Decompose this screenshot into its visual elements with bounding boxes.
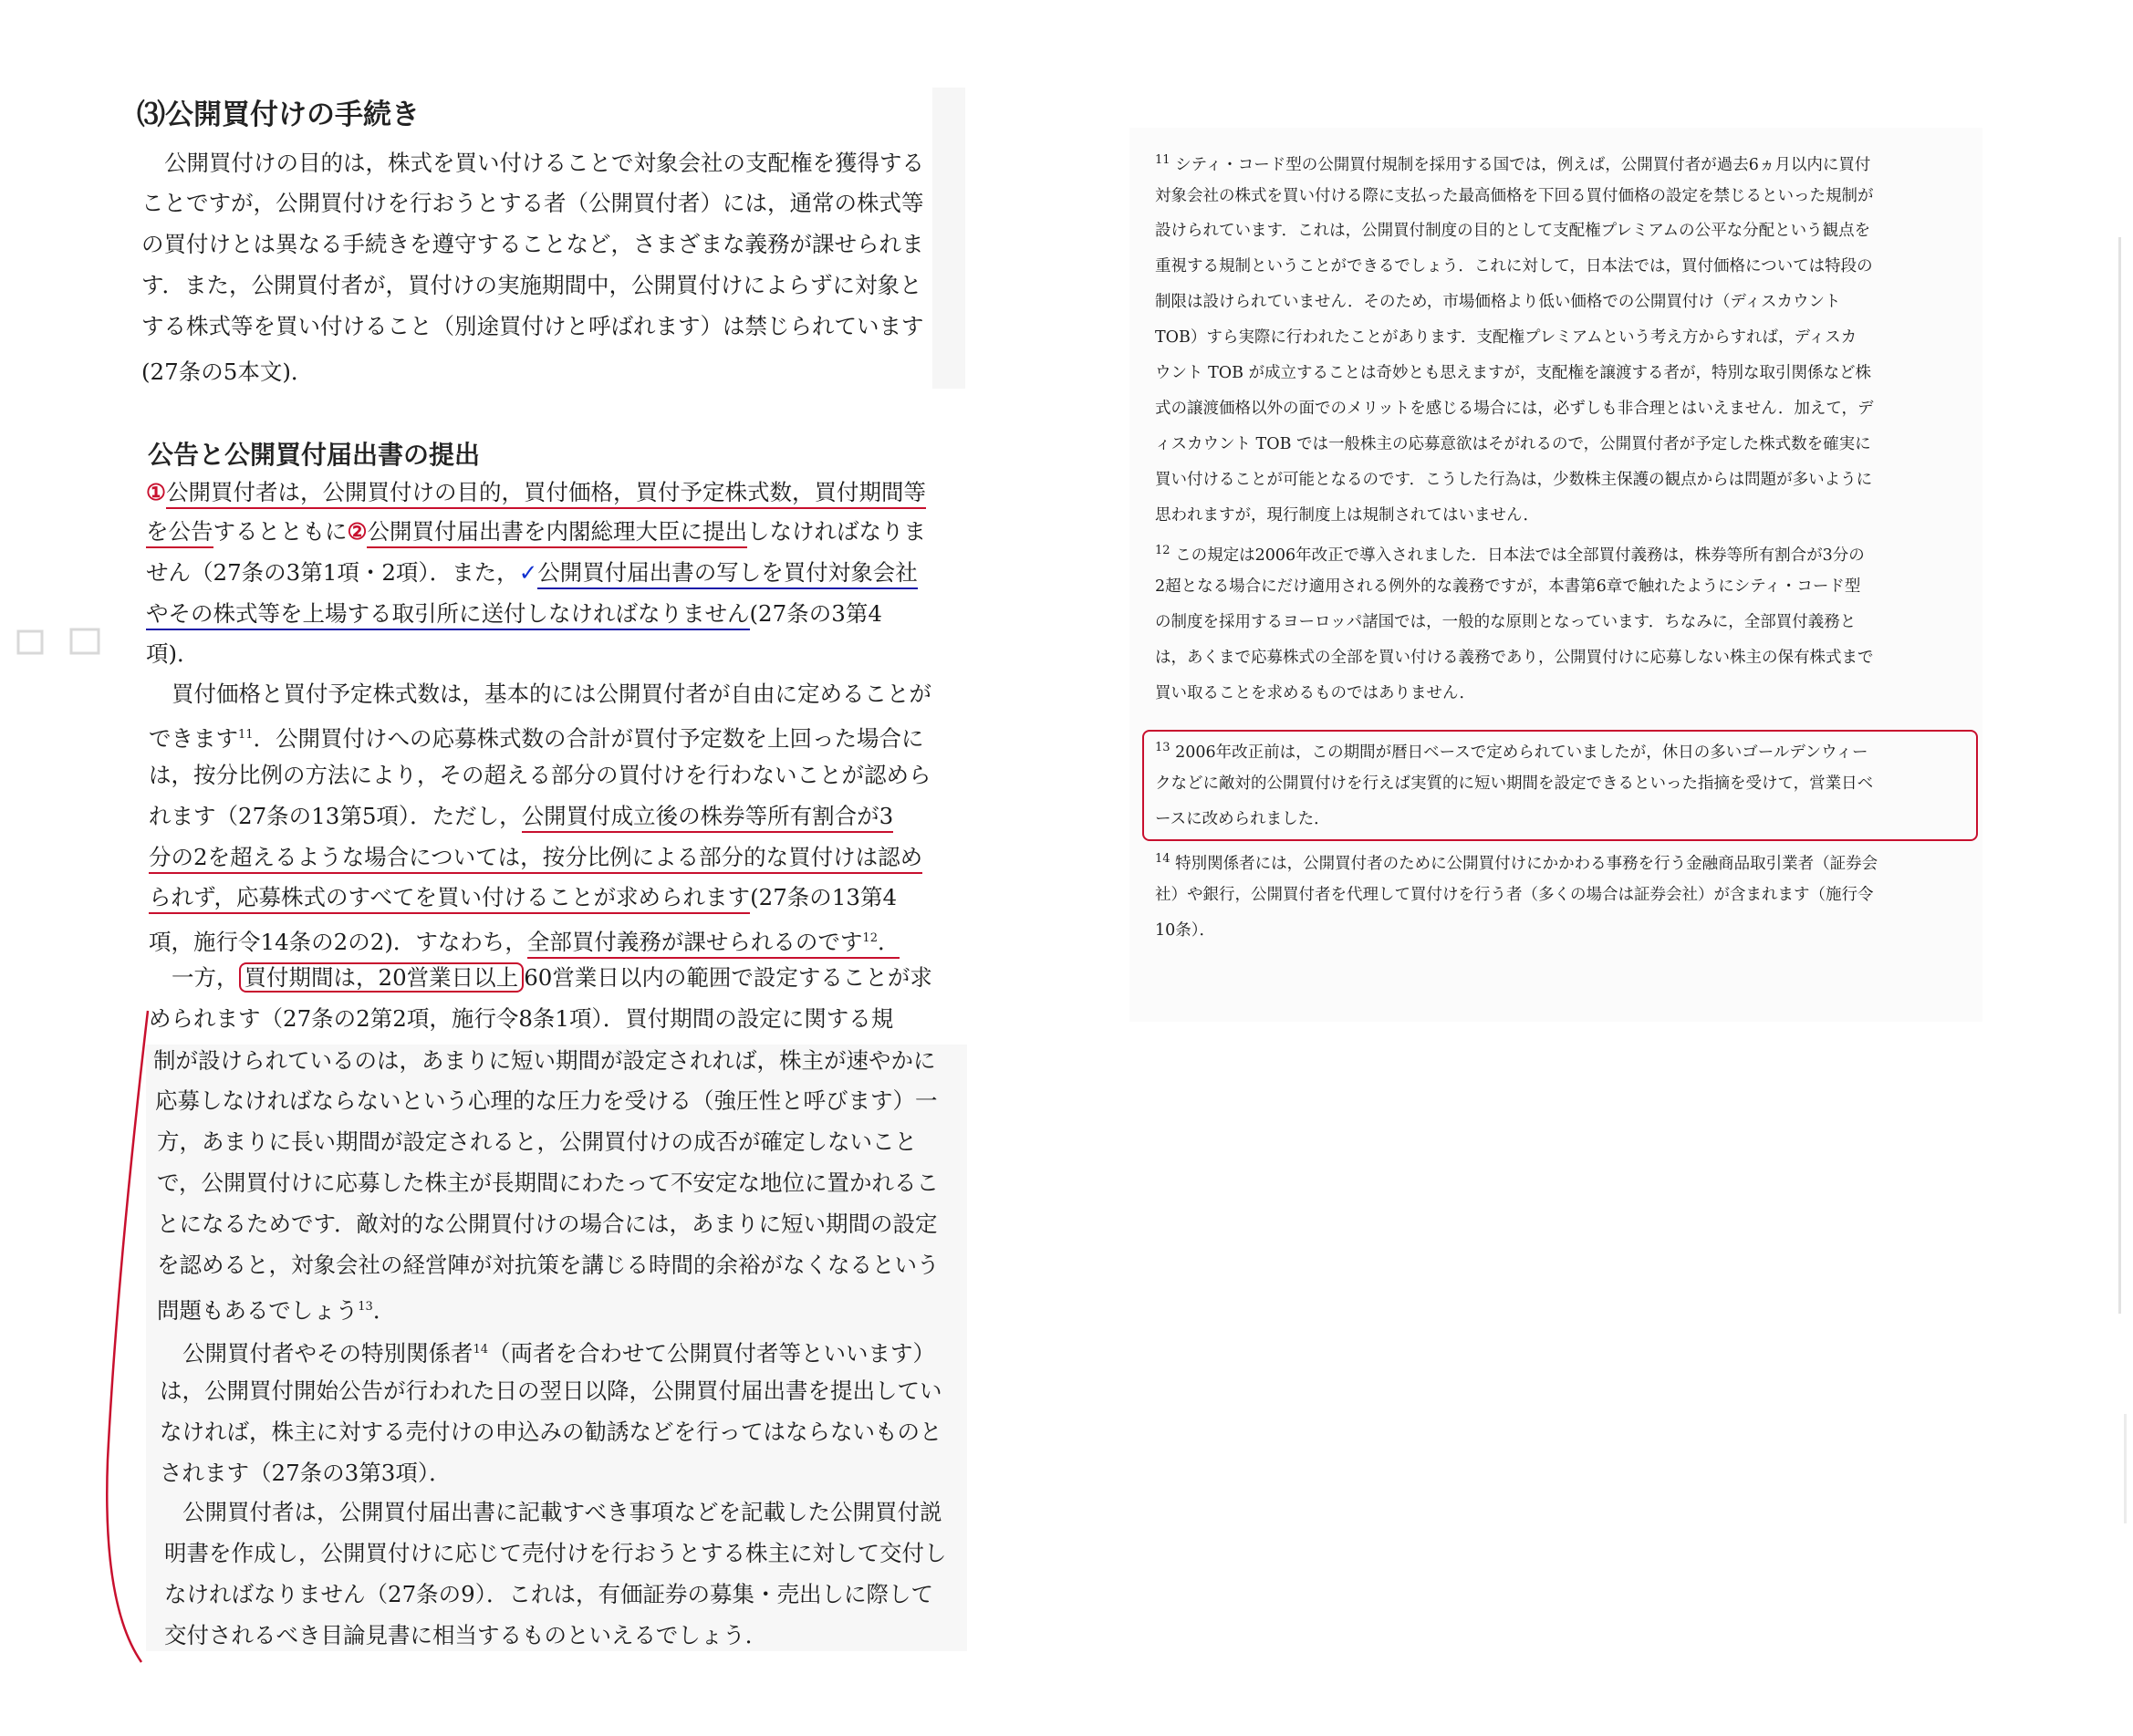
- checkmark-icon: ✓: [518, 559, 538, 586]
- footnote-number: 12: [1155, 544, 1171, 557]
- footnote-line: ウント TOB が成立することは奇妙とも思えますが，支配権を譲渡する者が，特別な取引関係など株: [1155, 364, 1872, 382]
- text-line: 項，施行令14条の2の2)．すなわち，全部買付義務が課せられるのです$^{12}$．: [149, 925, 900, 956]
- text-line: なければなりません（27条の9）．これは，有価証券の募集・売出しに際して: [164, 1581, 934, 1607]
- footnote-line: $^{14}$ 特別関係者には，公開買付者のために公開買付けにかかわる事務を行う金融商品取引業者（証券会: [1155, 852, 1878, 873]
- footnote-line: 式の譲渡価格以外の面でのメリットを感じる場合には，必ずしも非合理とはいえません．加えて，デ: [1155, 400, 1874, 418]
- text-line: 応募しなければならないという心理的な圧力を受ける（強圧性と呼びます）一: [155, 1087, 938, 1114]
- text-line: られず，応募株式のすべてを買い付けることが求められます(27条の13第4: [149, 884, 897, 911]
- footnote-line: 2超となる場合にだけ適用される例外的な義務ですが，本書第6章で触れたようにシティ・コード型: [1155, 577, 1861, 596]
- footnote-line: TOB）すら実際に行われたことがあります．支配権プレミアムという考え方からすれば，ディスカ: [1155, 328, 1857, 347]
- left-page: [0, 0, 994, 1736]
- red-underlined-text: られず，応募株式のすべてを買い付けることが求められます: [149, 884, 750, 914]
- footnote-line: ースに改められました．: [1155, 810, 1330, 828]
- footnote-line: クなどに敵対的公開買付けを行えば実質的に短い期間を設定できるといった指摘を受けて，営業日ベ: [1155, 774, 1874, 793]
- text-line: 公開買付けの目的は，株式を買い付けることで対象会社の支配権を獲得する: [164, 150, 924, 176]
- blue-underlined-text: やその株式等を上場する取引所に送付しなければなりません: [146, 600, 750, 630]
- red-underlined-text: 公開買付成立後の株券等所有割合が3: [522, 803, 894, 833]
- annotation-circled-2: ②: [347, 518, 368, 545]
- text-line: できます$^{11}$．公開買付けへの応募株式数の合計が買付予定数を上回った場合に: [149, 725, 924, 753]
- footnote-line: 思われますが，現行制度上は規制されてはいません．: [1155, 506, 1540, 525]
- text-line: を公告するとともに②公開買付届出書を内閣総理大臣に提出しなければなりま: [146, 518, 926, 546]
- subsection-title: 公告と公開買付届出書の提出: [148, 440, 481, 470]
- text-line: なければ，株主に対する売付けの申込みの勧誘などを行ってはならないものと: [160, 1419, 942, 1445]
- text-line: ことですが，公開買付けを行おうとする者（公開買付者）には，通常の株式等: [141, 190, 924, 216]
- footnote-ref-11[interactable]: 11: [238, 728, 254, 742]
- footnote-line: 制限は設けられていません．そのため，市場価格より低い価格での公開買付け（ディスカウント: [1155, 293, 1841, 311]
- footnote-line: 買い付けることが可能となるのです．こうした行為は，少数株主保護の観点からは問題が多いように: [1155, 471, 1873, 489]
- footnote-line: 買い取ることを求めるものではありません．: [1155, 684, 1476, 702]
- section-title: ⑶公開買付けの手続き: [137, 99, 420, 131]
- text-line: 問題もあるでしょう$^{13}$．: [157, 1297, 396, 1325]
- red-underlined-text: 全部買付義務が課せられるのです$^{12}$．: [527, 929, 900, 959]
- scan-edge-line: [2118, 237, 2121, 1314]
- annotation-circled-1: ①: [146, 479, 166, 505]
- footnote-line: 対象会社の株式を買い付ける際に支払った最高価格を下回る買付価格の設定を禁じるといった規制が: [1155, 187, 1874, 205]
- footnote-line: 社）や銀行，公開買付者を代理して買付けを行う者（多くの場合は証券会社）が含まれます（施行令: [1155, 886, 1874, 904]
- red-underlined-text: 公開買付者は，公開買付けの目的，買付価格，買付予定株式数，買付期間等: [166, 479, 926, 509]
- text-line: する株式等を買い付けること（別途買付けと呼ばれます）は禁じられています: [141, 313, 924, 339]
- red-underlined-text: 分の2を超えるような場合については，按分比例による部分的な買付けは認め: [149, 844, 922, 874]
- text-line: 一方， 買付期間は，20営業日以上 60営業日以内の範囲で設定することが求: [172, 964, 932, 991]
- text-line: 明書を作成し，公開買付けに応じて売付けを行おうとする株主に対して交付し: [164, 1540, 947, 1566]
- text-line: を認めると，対象会社の経営陣が対抗策を講じる時間的余裕がなくなるという: [157, 1252, 940, 1278]
- red-boxed-text: 買付期間は，20営業日以上: [239, 962, 525, 993]
- footnote-ref-14[interactable]: 14: [473, 1343, 489, 1357]
- text-line: 方，あまりに長い期間が設定されると，公開買付けの成否が確定しないこと: [157, 1128, 917, 1155]
- text-line: す．また，公開買付者が，買付けの実施期間中，公開買付けによらずに対象と: [141, 272, 922, 298]
- text-line: 交付されるべき目論見書に相当するものといえるでしょう．: [164, 1622, 768, 1648]
- red-underlined-text: 公開買付届出書を内閣総理大臣に提出: [367, 518, 747, 548]
- text-line: められます（27条の2第2項，施行令8条1項）．買付期間の設定に関する規: [149, 1005, 894, 1032]
- footnote-line: ィスカウント TOB では一般株主の応募意欲はそがれるので，公開買付者が予定した株式数を確実に: [1155, 435, 1871, 453]
- footnote-line: 重視する規制ということができるでしょう．これに対して，日本法では，買付価格については特段の: [1155, 257, 1873, 275]
- footnote-number: 13: [1155, 741, 1171, 754]
- text-line: (27条の5本文)．: [141, 359, 314, 385]
- text-line: の買付けとは異なる手続きを遵守することなど，さまざまな義務が課せられま: [141, 231, 924, 257]
- footnote-ref-12[interactable]: 12: [862, 931, 878, 945]
- footnote-line: $^{11}$ シティ・コード型の公開買付規制を採用する国では，例えば，公開買付者が過去6ヵ月以内に買付: [1155, 153, 1871, 174]
- footnote-ref-13[interactable]: 13: [358, 1300, 373, 1314]
- text-line: で，公開買付けに応募した株主が長期間にわたって不安定な地位に置かれるこ: [157, 1169, 940, 1196]
- footnote-line: の制度を採用するヨーロッパ諸国では，一般的な原則となっています．ちなみに，全部買付義務と: [1155, 613, 1857, 631]
- footnote-line: $^{12}$ この規定は2006年改正で導入されました．日本法では全部買付義務は，株券等所有割合が3分の: [1155, 544, 1865, 565]
- blue-underlined-text: 公開買付届出書の写しを買付対象会社: [537, 559, 918, 589]
- text-line: やその株式等を上場する取引所に送付しなければなりません(27条の3第4: [146, 600, 882, 628]
- red-underlined-text: を公告: [146, 518, 213, 548]
- text-line: 買付価格と買付予定株式数は，基本的には公開買付者が自由に定めることが: [172, 681, 931, 707]
- scan-edge-line: [2124, 1414, 2127, 1523]
- footnote-number: 14: [1155, 852, 1171, 866]
- footnote-line: は，あくまで応募株式の全部を買い付ける義務であり，公開買付けに応募しない株主の保有株式まで: [1155, 649, 1874, 667]
- footnote-number: 11: [1155, 153, 1171, 167]
- text-line: 項)．: [146, 640, 200, 667]
- red-margin-bracket: [0, 0, 994, 1736]
- text-line: は，按分比例の方法により，その超える部分の買付けを行わないことが認めら: [149, 762, 931, 788]
- text-line: とになるためです．敵対的な公開買付けの場合には，あまりに短い期間の設定: [157, 1211, 938, 1237]
- footnote-line: 設けられています．これは，公開買付制度の目的として支配権プレミアムの公平な分配という観点を: [1155, 222, 1871, 240]
- text-line: れます（27条の13第5項）．ただし，公開買付成立後の株券等所有割合が3: [149, 803, 893, 830]
- text-line: 制が設けられているのは，あまりに短い期間が設定されれば，株主が速やかに: [153, 1047, 936, 1074]
- text-line: 公開買付者やその特別関係者$^{14}$（両者を合わせて公開買付者等といいます）: [182, 1340, 936, 1367]
- text-line: されます（27条の3第3項）．: [160, 1460, 452, 1486]
- text-line: 公開買付者は，公開買付届出書に記載すべき事項などを記載した公開買付説: [182, 1499, 942, 1525]
- text-line: は，公開買付開始公告が行われた日の翌日以降，公開買付届出書を提出してい: [160, 1377, 942, 1404]
- footnote-line: $^{13}$ 2006年改正前は，この期間が暦日ベースで定められていましたが，休日の多いゴールデンウィー: [1155, 741, 1868, 762]
- right-page: [1122, 55, 1980, 967]
- text-line: せん（27条の3第1項・2項）．また，✓公開買付届出書の写しを買付対象会社: [146, 559, 918, 587]
- footnote-line: 10条）．: [1155, 921, 1216, 940]
